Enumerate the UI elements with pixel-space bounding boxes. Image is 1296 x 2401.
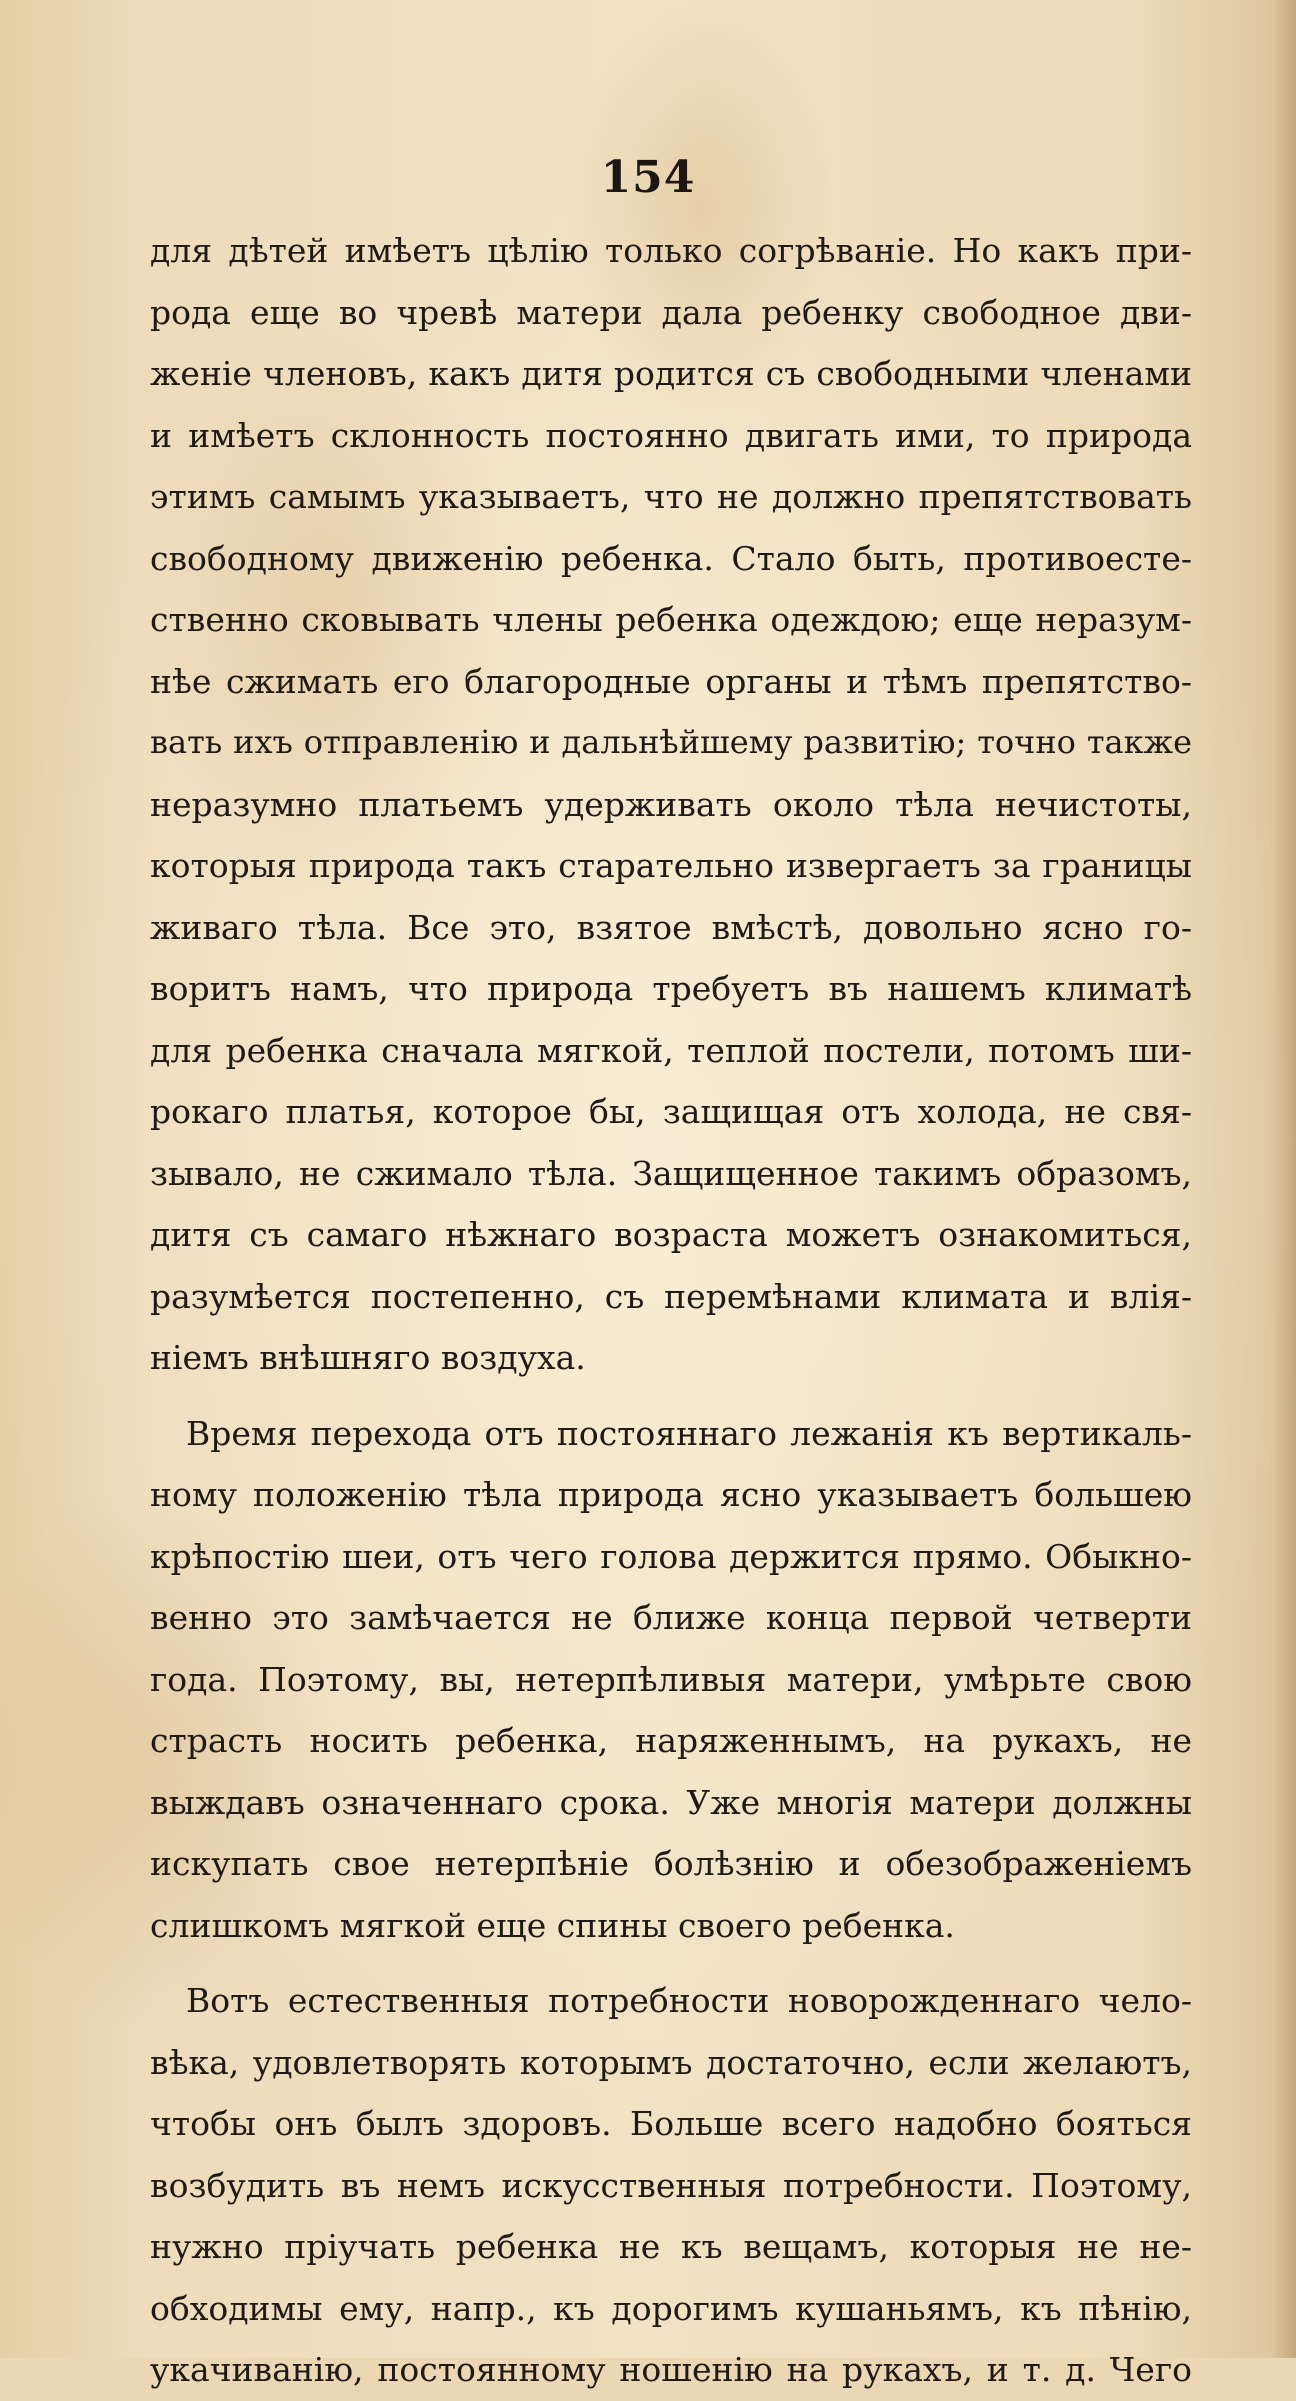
text-line: рокаго платья, которое бы, защищая отъ холода, не свя-	[150, 1092, 1192, 1131]
text-line: и имѣетъ склонность постоянно двигать ими, то природа	[150, 415, 1192, 455]
paragraph	[150, 1970, 1192, 2401]
text-line: зывало, не сжимало тѣла. Защищенное такимъ образомъ,	[150, 1153, 1192, 1193]
text-line: для дѣтей имѣетъ цѣлію только согрѣваніе. Но какъ при-	[150, 231, 1192, 270]
paragraph	[150, 220, 1192, 1389]
text-line: возбудить въ немъ искусственныя потребности. Поэтому,	[150, 2165, 1192, 2205]
text-line: искупать свое нетерпѣніе болѣзнію и обезображеніемъ	[150, 1844, 1192, 1883]
paragraph-gap	[150, 1389, 1192, 1403]
body-text	[150, 220, 1192, 2401]
text-line: дитя съ самаго нѣжнаго возраста можетъ ознакомиться,	[150, 1215, 1192, 1254]
text-line: вать ихъ отправленію и дальнѣйшему развитію; точно также	[150, 723, 1192, 761]
text-line: выждавъ означеннаго срока. Уже многія матери должны	[150, 1782, 1192, 1822]
text-line: рода еще во чревѣ матери дала ребенку свободное дви-	[150, 292, 1192, 332]
text-line: Время перехода отъ постояннаго лежанія къ вертикаль-	[186, 1413, 1192, 1453]
text-line: Вотъ естественныя потребности новорожденнаго чело-	[186, 1981, 1192, 2020]
text-line: нѣе сжимать его благородные органы и тѣмъ препятство-	[150, 661, 1192, 701]
text-line: вѣка, удовлетворять которымъ достаточно, если желаютъ,	[150, 2042, 1192, 2082]
text-line: неразумно платьемъ удерживать около тѣла нечистоты,	[150, 784, 1192, 824]
text-line: живаго тѣла. Все это, взятое вмѣстѣ, довольно ясно го-	[150, 907, 1192, 947]
text-line: для ребенка сначала мягкой, теплой постели, потомъ ши-	[150, 1030, 1192, 1070]
paragraph	[150, 1403, 1192, 1957]
text-line: которыя природа такъ старательно извергаетъ за границы	[150, 846, 1192, 885]
text-line: нужно пріучать ребенка не къ вещамъ, которыя не не-	[150, 2227, 1192, 2266]
text-line: женіе членовъ, какъ дитя родится съ свободными членами	[150, 354, 1192, 393]
text-line: года. Поэтому, вы, нетерпѣливыя матери, умѣрьте свою	[150, 1659, 1192, 1699]
text-line: ніемъ внѣшняго воздуха.	[150, 1338, 586, 1377]
text-line: крѣпостію шеи, отъ чего голова держится прямо. Обыкно-	[150, 1536, 1192, 1576]
page-number: 154	[600, 152, 696, 203]
text-line: разумѣется постепенно, съ перемѣнами климата и влія-	[150, 1276, 1192, 1316]
text-line: венно это замѣчается не ближе конца первой четверти	[150, 1598, 1192, 1637]
text-line: обходимы ему, напр., къ дорогимъ кушаньямъ, къ пѣнію,	[150, 2288, 1192, 2328]
text-line: воритъ намъ, что природа требуетъ въ нашемъ климатѣ	[150, 969, 1192, 1008]
text-line: укачиванію, постоянному ношенію на рукахъ, и т. д. Чего	[150, 2350, 1192, 2389]
text-line: ному положенію тѣла природа ясно указываетъ большею	[150, 1475, 1192, 1514]
text-line: ственно сковывать члены ребенка одеждою; еще неразум-	[150, 600, 1192, 639]
paragraph-gap	[150, 1956, 1192, 1970]
text-line: слишкомъ мягкой еще спины своего ребенка.	[150, 1905, 955, 1945]
text-line: этимъ самымъ указываетъ, что не должно препятствовать	[150, 477, 1192, 516]
page-edge-shadow	[1270, 0, 1296, 2358]
text-line: чтобы онъ былъ здоровъ. Больше всего надобно бояться	[150, 2104, 1192, 2143]
text-line: свободному движенію ребенка. Стало быть, противоесте-	[150, 538, 1192, 578]
text-line: страсть носить ребенка, наряженнымъ, на рукахъ, не	[150, 1721, 1192, 1760]
